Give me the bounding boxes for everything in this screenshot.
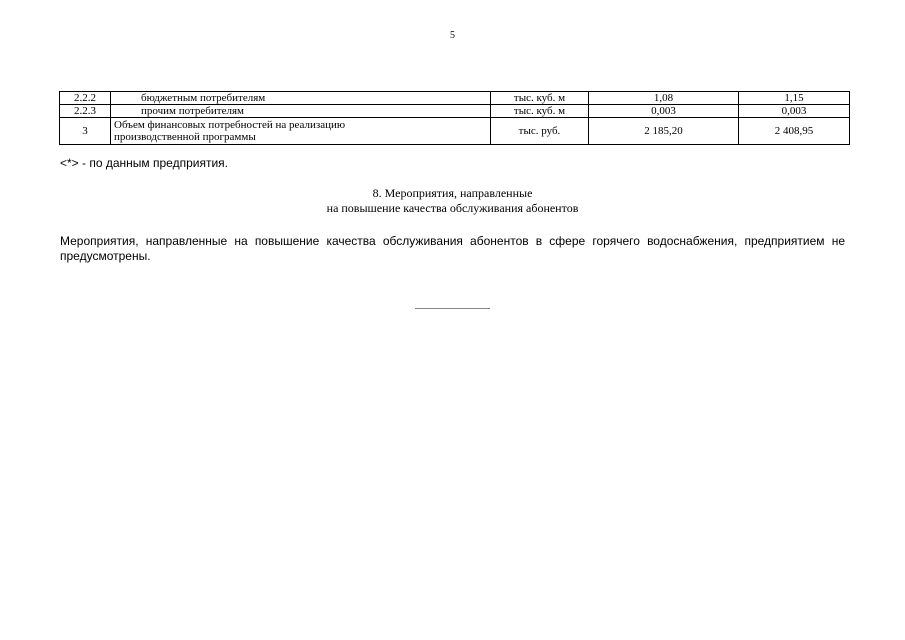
section-title-line-1: 8. Мероприятия, направленные [372,186,533,200]
row-value-2: 0,003 [739,105,850,118]
row-value-2: 2 408,95 [739,118,850,145]
row-value-1: 1,08 [589,92,739,105]
section-title-line-2: на повышение качества обслуживания абонентов [326,201,579,215]
table-row [60,118,850,145]
program-table [59,91,850,145]
table-row [60,105,850,118]
row-name [111,118,491,145]
section-paragraph: Мероприятия, направленные на повышение качества обслуживания абонентов в сфере горячего водоснабжения, предприятием не предусмотрены. [60,234,845,263]
row-name-line-1: Объем финансовых потребностей на реализацию [114,119,346,131]
row-name-line-2: производственной программы [114,131,256,143]
row-unit: тыс. руб. [491,118,589,145]
row-value-1: 2 185,20 [589,118,739,145]
row-name: бюджетным потребителям [111,92,491,105]
row-number: 3 [60,118,111,145]
row-number: 2.2.2 [60,92,111,105]
end-divider [415,308,490,309]
page-number: 5 [450,30,455,41]
footnote: <*> - по данным предприятия. [60,156,228,170]
row-name: прочим потребителям [111,105,491,118]
row-unit: тыс. куб. м [491,92,589,105]
row-value-1: 0,003 [589,105,739,118]
row-number: 2.2.3 [60,105,111,118]
row-unit: тыс. куб. м [491,105,589,118]
section-title [0,186,905,216]
table-row [60,92,850,105]
row-value-2: 1,15 [739,92,850,105]
